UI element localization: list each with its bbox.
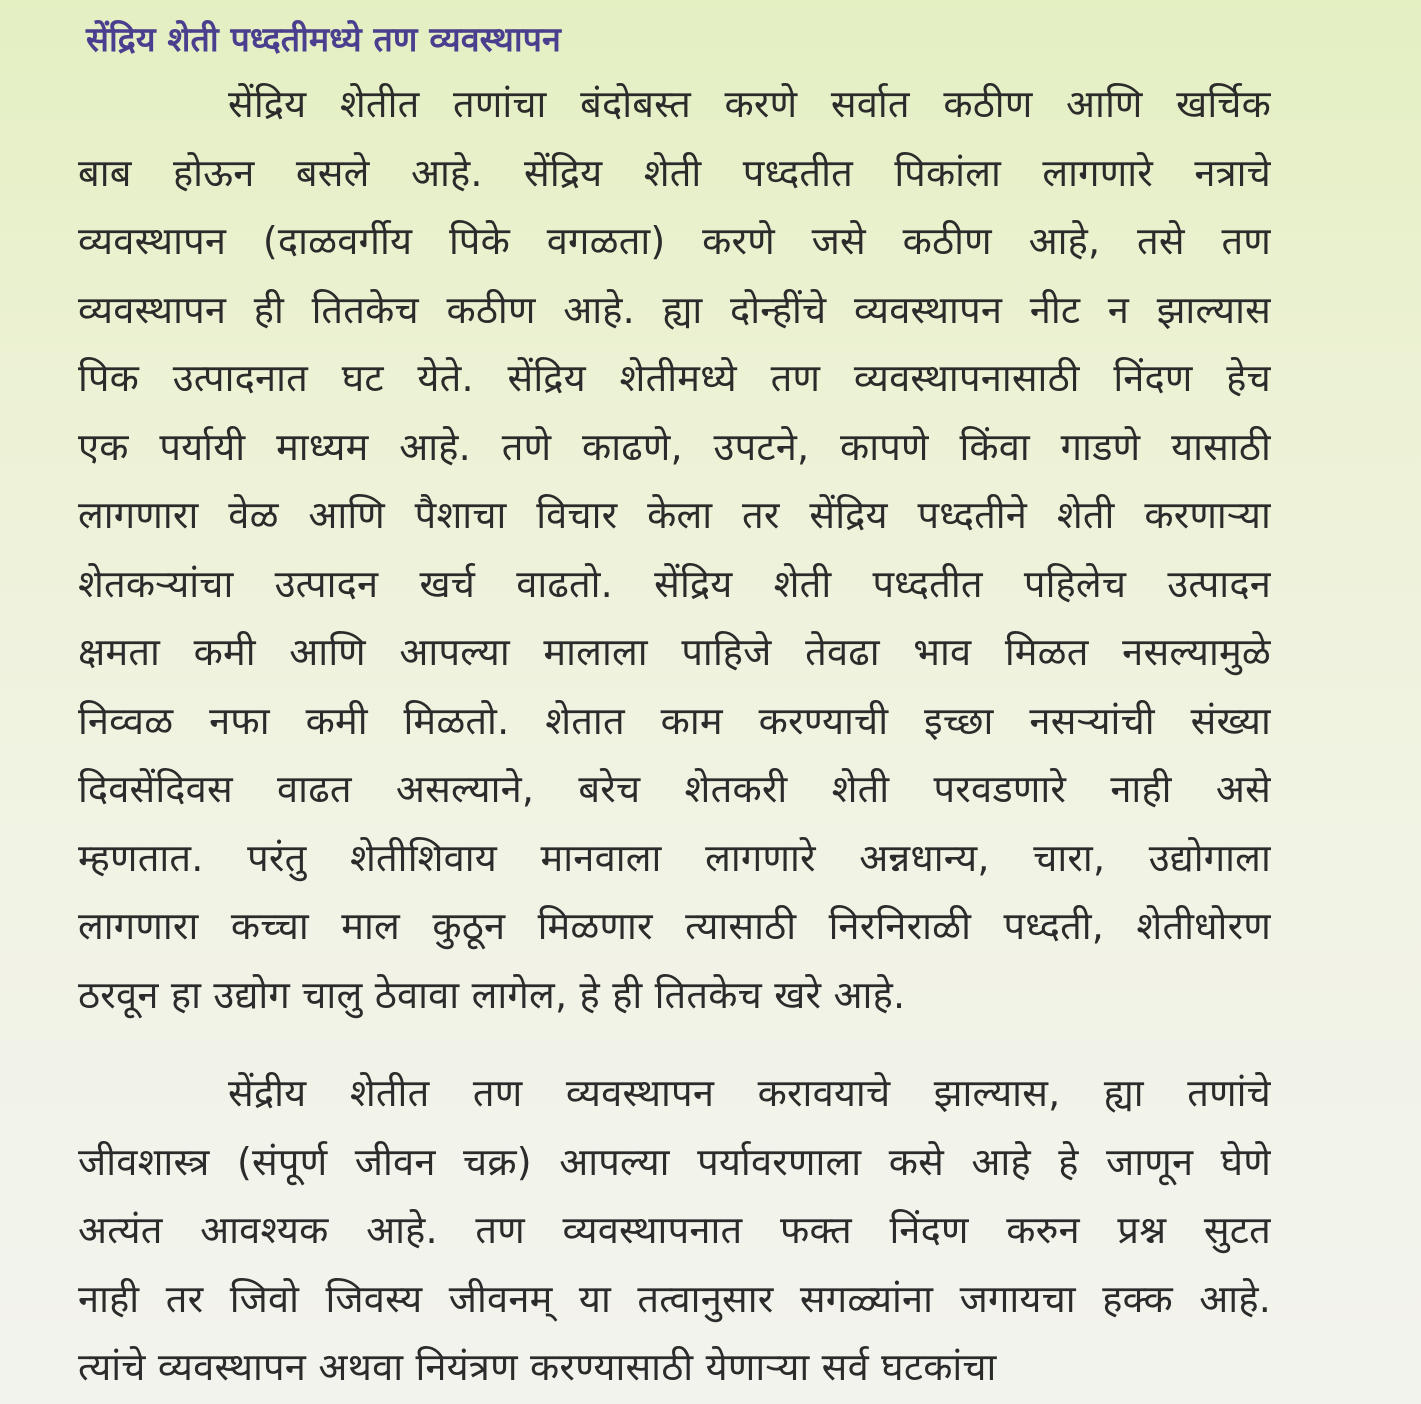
paragraph-line: अत्यंत आवश्यक आहे. तण व्यवस्थापनात फक्त निंदण करुन प्रश्न सुटत [78,1208,1271,1252]
paragraph-line: एक पर्यायी माध्यम आहे. तणे काढणे, उपटने, कापणे किंवा गाडणे यासाठी [78,424,1271,469]
paragraph-2 [78,1059,1271,1402]
paragraph-line: क्षमता कमी आणि आपल्या मालाला पाहिजे तेवढा भाव मिळत नसल्यामुळे [78,630,1271,674]
paragraph-1 [78,70,1271,1029]
paragraph-line: सेंद्रिय शेतीत तणांचा बंदोबस्त करणे सर्वात कठीण आणि खर्चिक [228,82,1271,126]
paragraph-line: व्यवस्थापन (दाळवर्गीय पिके वगळता) करणे जसे कठीण आहे, तसे तण [78,219,1271,263]
paragraph-line: ठरवून हा उद्योग चालु ठेवावा लागेल, हे ही तितकेच खरे आहे. [78,972,906,1017]
paragraph-line: नाही तर जिवो जिवस्य जीवनम् या तत्वानुसार सगळ्यांना जगायचा हक्क आहे. [78,1276,1271,1321]
paragraph-line: शेतकऱ्यांचा उत्पादन खर्च वाढतो. सेंद्रिय शेती पध्दतीत पहिलेच उत्पादन [78,561,1271,606]
paragraph-line: लागणारा वेळ आणि पैशाचा विचार केला तर सेंद्रिय पध्दतीने शेती करणाऱ्या [78,493,1271,537]
paragraph-line: जीवशास्त्र (संपूर्ण जीवन चक्र) आपल्या पर्यावरणाला कसे आहे हे जाणून घेणे [78,1139,1271,1184]
paragraph-line: दिवसेंदिवस वाढत असल्याने, बरेच शेतकरी शेती परवडणारे नाही असे [78,767,1271,811]
paragraph-line: बाब होऊन बसले आहे. सेंद्रिय शेती पध्दतीत पिकांला लागणारे नत्राचे [78,150,1271,195]
paragraph-line: लागणारा कच्चा माल कुठून मिळणार त्यासाठी निरनिराळी पध्दती, शेतीधोरण [78,904,1271,948]
paragraph-line: निव्वळ नफा कमी मिळतो. शेतात काम करण्याची इच्छा नसऱ्यांची संख्या [78,698,1271,743]
paragraph-line: पिक उत्पादनात घट येते. सेंद्रिय शेतीमध्ये तण व्यवस्थापनासाठी निंदण हेच [78,356,1271,400]
page-title: सेंद्रिय शेती पध्दतीमध्ये तण व्यवस्थापन [86,20,561,60]
paragraph-line: व्यवस्थापन ही तितकेच कठीण आहे. ह्या दोन्हींचे व्यवस्थापन नीट न झाल्यास [78,287,1271,332]
paragraph-line: म्हणतात. परंतु शेतीशिवाय मानवाला लागणारे अन्नधान्य, चारा, उद्योगाला [78,835,1271,880]
paragraph-line: सेंद्रीय शेतीत तण व्यवस्थापन करावयाचे झाल्यास, ह्या तणांचे [228,1071,1271,1115]
paragraph-line: त्यांचे व्यवस्थापन अथवा नियंत्रण करण्यासाठी येणाऱ्या सर्व घटकांचा [78,1345,997,1389]
